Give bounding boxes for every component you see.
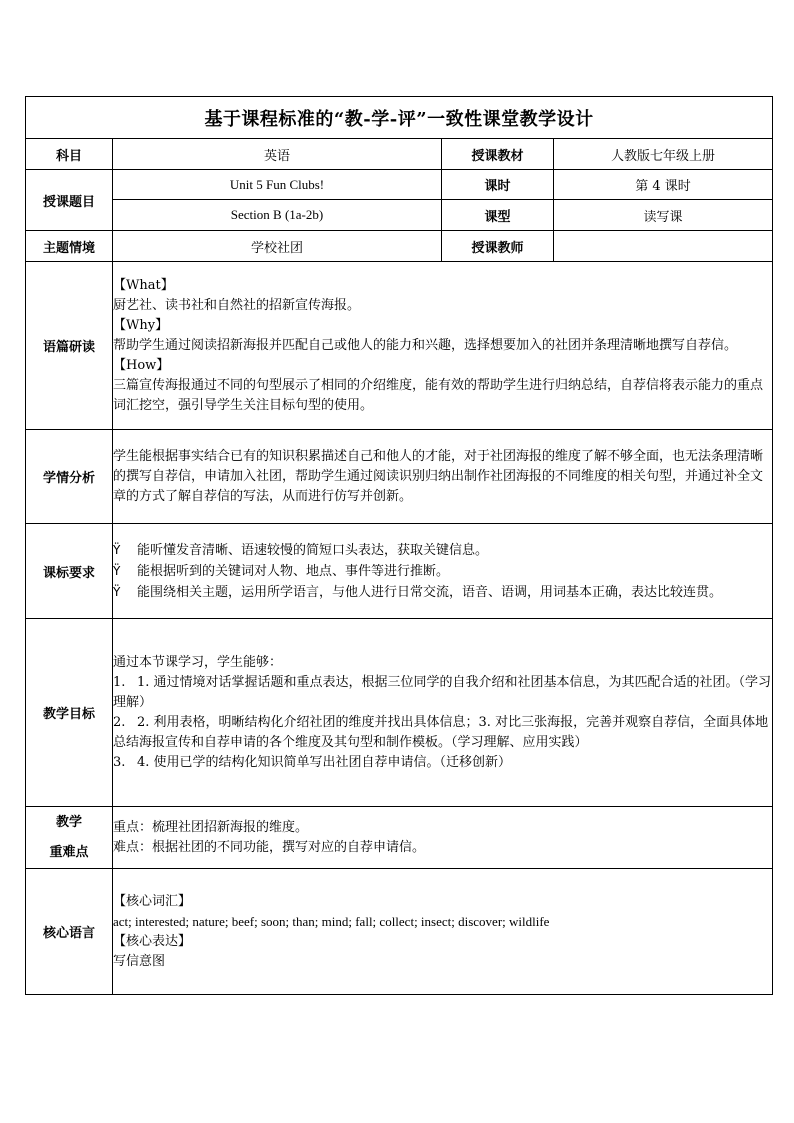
topic-line-1: Unit 5 Fun Clubs! bbox=[113, 170, 442, 200]
bullet-glyph: Ÿ bbox=[113, 563, 121, 578]
objective-text: 1. 通过情境对话掌握话题和重点表达，根据三位同学的自我介绍和社团基本信息，为其匹配合适的社团。（学习理解） bbox=[113, 674, 772, 710]
bullet-glyph: Ÿ bbox=[113, 542, 121, 557]
curriculum-item bbox=[113, 582, 772, 603]
objective-number: 1. bbox=[113, 674, 126, 690]
curriculum-item bbox=[113, 540, 772, 561]
learner-analysis-text: 学生能根据事实结合已有的知识积累描述自己和他人的才能，对于社团海报的维度了解不够全面，也无法条理清晰的撰写自荐信，申请加入社团，帮助学生通过阅读识别归纳出制作社团海报的不同维度的相关句型，并通过补全文章的方式了解自荐信的写法，从而进行仿写并创新。 bbox=[113, 430, 773, 524]
objective-item bbox=[113, 713, 772, 753]
how-heading: 【How】 bbox=[113, 357, 170, 373]
curriculum-list bbox=[113, 524, 773, 619]
key-points-content bbox=[113, 807, 773, 869]
what-body: 厨艺社、读书社和自然社的招新宣传海报。 bbox=[113, 297, 361, 313]
why-body: 帮助学生通过阅读招新海报并匹配自己或他人的能力和兴趣，选择想要加入的社团并条理清晰地撰写自荐信。 bbox=[113, 337, 738, 353]
objectives-intro: 通过本节课学习，学生能够： bbox=[113, 654, 283, 670]
key-points-label-line1: 教学 bbox=[55, 814, 82, 830]
theme-row bbox=[26, 231, 773, 262]
objective-text: 2. 利用表格，明晰结构化介绍社团的维度并找出具体信息；3. 对比三张海报，完善并观察自荐信，全面具体地总结海报宣传和自荐申请的各个维度及其句型和制作模板。（学习理解、应用实践） bbox=[113, 714, 769, 750]
textbook-value: 人教版七年级上册 bbox=[554, 139, 773, 170]
period-label: 课时 bbox=[442, 170, 554, 200]
objectives-row bbox=[26, 619, 773, 807]
focus-text: 重点：梳理社团招新海报的维度。 bbox=[113, 819, 309, 835]
expression-heading: 【核心表达】 bbox=[113, 933, 192, 949]
curriculum-item-text: 能根据听到的关键词对人物、地点、事件等进行推断。 bbox=[137, 563, 450, 579]
core-language-label: 核心语言 bbox=[26, 869, 113, 995]
objectives-content bbox=[113, 619, 773, 807]
learner-analysis-label: 学情分析 bbox=[26, 430, 113, 524]
topic-line-2: Section B (1a-2b) bbox=[113, 200, 442, 231]
type-label: 课型 bbox=[442, 200, 554, 231]
title-row bbox=[26, 97, 773, 139]
key-points-row bbox=[26, 807, 773, 869]
curriculum-item bbox=[113, 561, 772, 582]
subject-label: 科目 bbox=[26, 139, 113, 170]
lesson-plan-table bbox=[25, 96, 773, 995]
objective-number: 2. bbox=[113, 714, 126, 730]
subject-value: 英语 bbox=[113, 139, 442, 170]
subject-row bbox=[26, 139, 773, 170]
difficulty-text: 难点：根据社团的不同功能，撰写对应的自荐申请信。 bbox=[113, 839, 426, 855]
vocab-heading: 【核心词汇】 bbox=[113, 893, 192, 909]
document-title: 基于课程标准的“教-学-评”一致性课堂教学设计 bbox=[26, 97, 773, 139]
vocab-list: act; interested; nature; beef; soon; than; mind; fall; collect; insect; discover; wildlife bbox=[113, 913, 550, 929]
what-heading: 【What】 bbox=[113, 277, 174, 293]
type-value: 读写课 bbox=[554, 200, 773, 231]
topic-label: 授课题目 bbox=[26, 170, 113, 231]
core-language-row bbox=[26, 869, 773, 995]
objective-number: 3. bbox=[113, 754, 126, 770]
objective-text: 4. 使用已学的结构化知识简单写出社团自荐申请信。（迁移创新） bbox=[137, 754, 512, 770]
curriculum-label: 课标要求 bbox=[26, 524, 113, 619]
curriculum-item-text: 能围绕相关主题，运用所学语言，与他人进行日常交流，语音、语调，用词基本正确，表达比较连贯。 bbox=[137, 584, 723, 600]
topic-row-2 bbox=[26, 200, 773, 231]
objectives-label: 教学目标 bbox=[26, 619, 113, 807]
teacher-value bbox=[554, 231, 773, 262]
how-body: 三篇宣传海报通过不同的句型展示了相同的介绍维度，能有效的帮助学生进行归纳总结，自荐信将表示能力的重点词汇挖空，强引导学生关注目标句型的使用。 bbox=[113, 377, 764, 413]
why-heading: 【Why】 bbox=[113, 317, 169, 333]
textbook-label: 授课教材 bbox=[442, 139, 554, 170]
theme-value: 学校社团 bbox=[113, 231, 442, 262]
period-value: 第 4 课时 bbox=[554, 170, 773, 200]
text-analysis-row bbox=[26, 262, 773, 430]
text-analysis-content bbox=[113, 262, 773, 430]
teacher-label: 授课教师 bbox=[442, 231, 554, 262]
key-points-label bbox=[26, 807, 113, 869]
core-language-content bbox=[113, 869, 773, 995]
key-points-label-line2: 重难点 bbox=[49, 844, 89, 860]
objective-item bbox=[113, 673, 772, 713]
learner-analysis-row bbox=[26, 430, 773, 524]
expression-text: 写信意图 bbox=[113, 953, 166, 969]
theme-label: 主题情境 bbox=[26, 231, 113, 262]
topic-row-1 bbox=[26, 170, 773, 200]
curriculum-row bbox=[26, 524, 773, 619]
objective-item bbox=[113, 753, 772, 773]
curriculum-item-text: 能听懂发音清晰、语速较慢的简短口头表达，获取关键信息。 bbox=[137, 542, 489, 558]
bullet-glyph: Ÿ bbox=[113, 584, 121, 599]
text-analysis-label: 语篇研读 bbox=[26, 262, 113, 430]
